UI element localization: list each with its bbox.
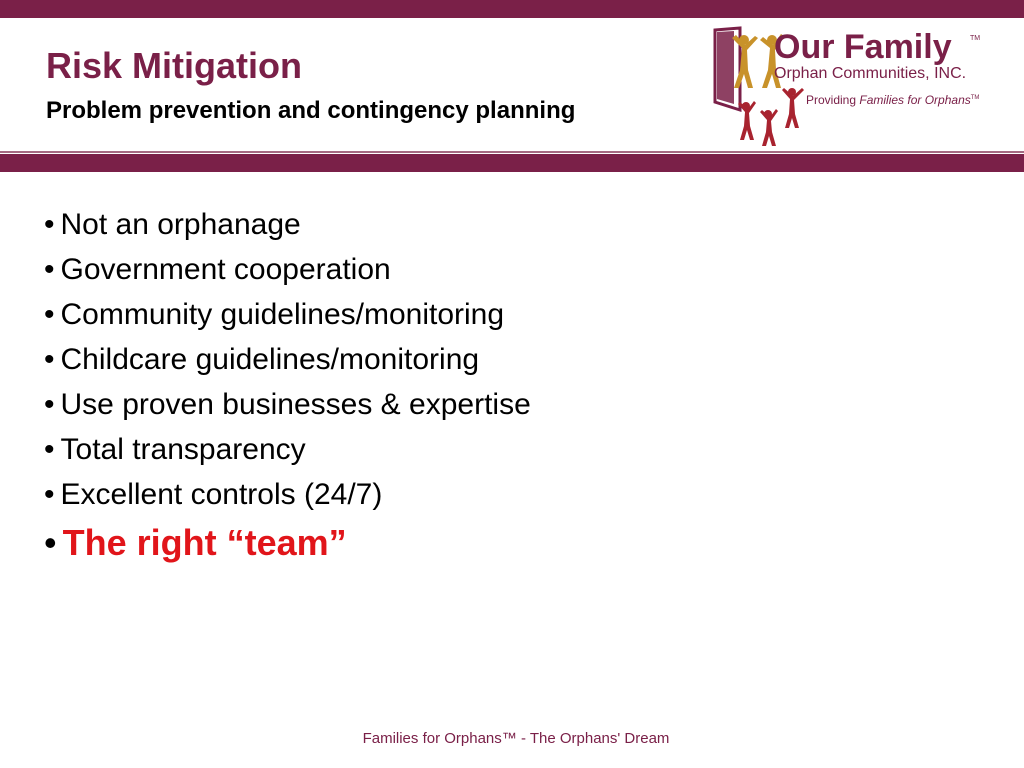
slide-title: Risk Mitigation xyxy=(46,45,303,86)
top-bar xyxy=(0,0,1024,18)
bullet-list xyxy=(44,202,531,569)
bullet-marker: • xyxy=(44,388,55,421)
bullet-text: Not an orphanage xyxy=(60,208,301,241)
bullet-marker: • xyxy=(44,343,55,376)
logo-brand-name: Our Family xyxy=(774,28,952,66)
bullet-text: Total transparency xyxy=(60,433,306,466)
bullet-text: Use proven businesses & expertise xyxy=(60,388,531,421)
logo-tagline xyxy=(806,93,979,107)
highlight-bullet-text: The right “team” xyxy=(62,522,347,563)
logo-tagline-tm: TM xyxy=(970,95,980,101)
bullet-text: Community guidelines/monitoring xyxy=(60,298,505,331)
logo-tagline-prefix: Providing xyxy=(806,93,860,107)
bullet-marker: • xyxy=(44,522,57,563)
bullet-item xyxy=(44,337,531,382)
logo-brand-subline: Orphan Communities, INC. xyxy=(774,65,967,82)
bullet-marker: • xyxy=(44,298,55,331)
bullet-marker: • xyxy=(44,478,55,511)
slide-subtitle: Problem prevention and contingency planning xyxy=(46,97,576,124)
highlight-bullet-item xyxy=(44,517,531,569)
bullet-item xyxy=(44,472,531,517)
logo-tm: TM xyxy=(970,35,981,42)
slide-footer: Families for Orphans™ - The Orphans' Dream xyxy=(362,730,670,747)
bullet-item xyxy=(44,292,531,337)
bullet-marker: • xyxy=(44,433,55,466)
bullet-item xyxy=(44,202,531,247)
logo-red-figures-icon xyxy=(738,88,804,146)
bullet-text: Childcare guidelines/monitoring xyxy=(60,343,480,376)
bullet-marker: • xyxy=(44,253,55,286)
logo-tagline-italic: Families for Orphans xyxy=(859,93,971,107)
bullet-item xyxy=(44,427,531,472)
logo-graphic xyxy=(712,26,1012,150)
bullet-item xyxy=(44,247,531,292)
bullet-item xyxy=(44,382,531,427)
header-divider-bar xyxy=(0,154,1024,172)
bullet-text: Excellent controls (24/7) xyxy=(60,478,383,511)
header-divider-line xyxy=(0,151,1024,153)
company-logo xyxy=(712,26,1012,150)
bullet-marker: • xyxy=(44,208,55,241)
bullet-text: Government cooperation xyxy=(60,253,391,286)
